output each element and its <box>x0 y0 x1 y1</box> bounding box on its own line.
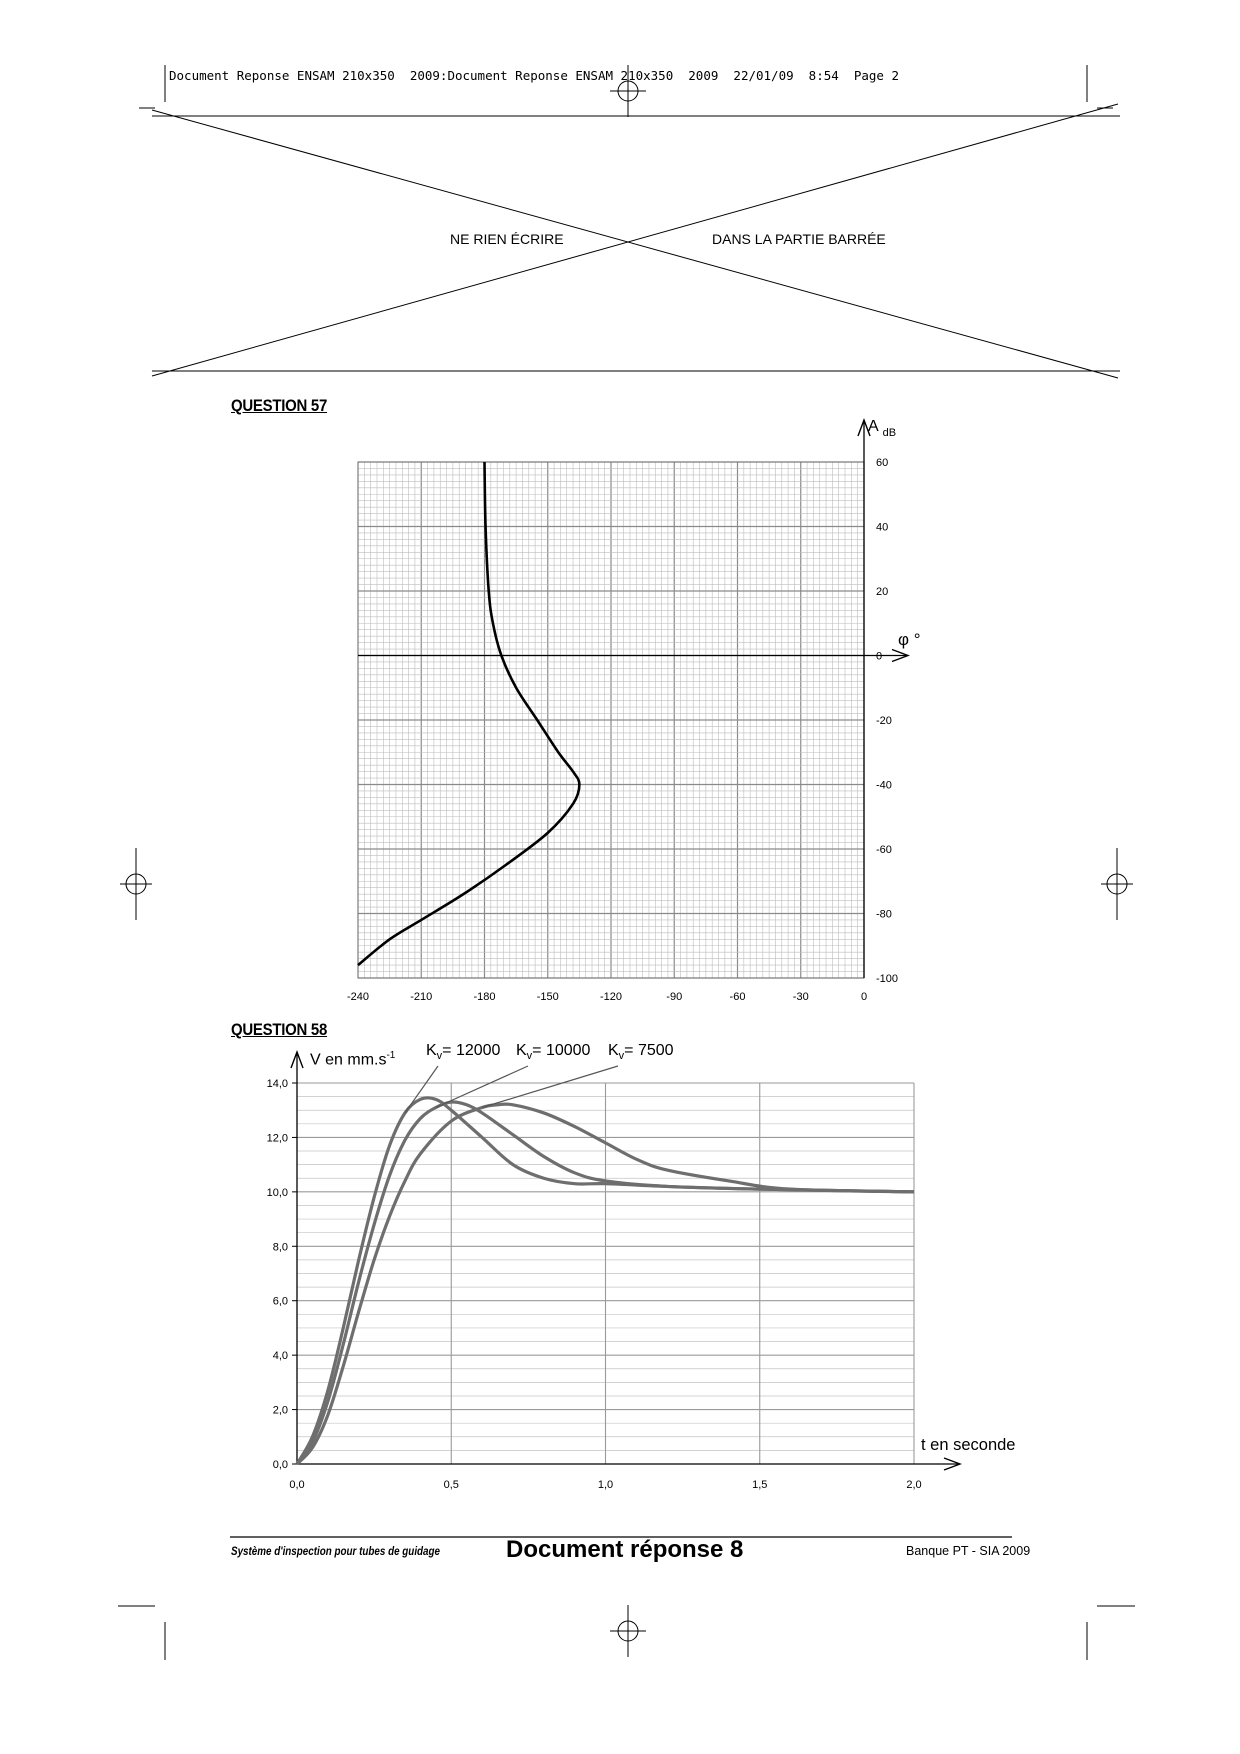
question-58-title: QUESTION 58 <box>231 1020 328 1039</box>
kv12000-sub: v <box>436 1050 443 1063</box>
chart57-y-tick-label: 60 <box>876 457 889 469</box>
kv7500-k: K <box>608 1042 619 1059</box>
chart57-x-tick-label: -60 <box>729 991 746 1003</box>
kv7500-value: = 7500 <box>624 1042 674 1059</box>
print-header: Document Reponse ENSAM 210x350 2009:Document Reponse ENSAM 210x350 2009 22/01/09 8:54 Page 2 <box>169 68 899 83</box>
kv12000-value: = 12000 <box>442 1042 501 1059</box>
chart57-x-axis-label: φ ° <box>898 630 921 649</box>
chart58-y-axis-label <box>310 1050 395 1069</box>
kv10000-k: K <box>516 1042 527 1059</box>
footer-right-text: Banque PT - SIA 2009 <box>906 1544 1031 1558</box>
chart58-y-tick-label: 10,0 <box>266 1186 288 1199</box>
chart57-y-label-main: A <box>868 418 879 435</box>
barred-zone-right-text: DANS LA PARTIE BARRÉE <box>712 231 886 247</box>
curve-label-kv-7500 <box>608 1042 674 1062</box>
chart58-leader-1 <box>436 1066 528 1107</box>
chart58-y-tick-label: 0,0 <box>272 1459 288 1471</box>
chart57-x-tick-label: -180 <box>473 991 496 1003</box>
footer-left-text: Système d'inspection pour tubes de guidage <box>231 1544 441 1558</box>
chart57-y-tick-label: -100 <box>876 973 899 985</box>
chart57-x-tick-label: -120 <box>599 991 623 1003</box>
kv10000-sub: v <box>526 1050 533 1063</box>
chart58-y-tick-label: 4,0 <box>272 1350 288 1363</box>
barred-zone-left-text: NE RIEN ÉCRIRE <box>450 231 564 247</box>
chart57-x-tick-label: 0 <box>860 991 868 1003</box>
chart57-y-tick-label: -40 <box>876 779 892 792</box>
chart57-y-tick-label: -60 <box>876 844 892 856</box>
chart58-y-tick-label: 2,0 <box>272 1404 288 1417</box>
chart57-x-tick-label: -90 <box>666 991 683 1003</box>
chart57-y-tick-label: 0 <box>876 650 883 663</box>
chart58-x-tick-label: 1,0 <box>597 1479 614 1491</box>
chart58-y-tick-label: 12,0 <box>266 1132 288 1145</box>
chart57-y-tick-label: -80 <box>876 908 892 921</box>
chart57-x-tick-label: -210 <box>410 991 433 1003</box>
kv12000-k: K <box>426 1042 437 1059</box>
curve-label-kv-12000 <box>426 1042 500 1062</box>
chart58-x-tick-label: 0,5 <box>443 1479 459 1491</box>
curve-label-kv-10000 <box>516 1042 590 1062</box>
chart57-x-tick-label: -150 <box>536 991 559 1003</box>
chart58-y-tick-label: 14,0 <box>266 1078 288 1090</box>
chart57-y-tick-label: -20 <box>876 715 892 727</box>
chart57-y-tick-label: 40 <box>876 521 889 534</box>
chart58-leader-2 <box>482 1066 618 1107</box>
chart58-y-tick-label: 6,0 <box>272 1295 288 1308</box>
kv7500-sub: v <box>618 1050 625 1063</box>
chart58-x-axis-label: t en seconde <box>921 1436 1016 1454</box>
chart58-y-label-sup: -1 <box>386 1050 396 1061</box>
chart58-y-tick-label: 8,0 <box>272 1241 288 1254</box>
chart57-y-label-sub: dB <box>882 427 897 439</box>
chart57-x-tick-label: -240 <box>346 991 370 1003</box>
chart57-x-tick-label: -30 <box>792 991 809 1003</box>
chart58-x-tick-label: 0,0 <box>289 1479 305 1491</box>
chart58-x-tick-label: 1,5 <box>752 1479 768 1491</box>
chart57-y-tick-label: 20 <box>876 586 889 598</box>
chart58-y-label-main: V en mm.s <box>310 1051 387 1069</box>
kv10000-value: = 10000 <box>532 1042 591 1059</box>
chart58-leader-0 <box>405 1066 438 1113</box>
chart58-x-tick-label: 2,0 <box>906 1479 922 1491</box>
footer-document-title: Document réponse 8 <box>506 1536 744 1563</box>
question-57-title: QUESTION 57 <box>231 396 328 415</box>
